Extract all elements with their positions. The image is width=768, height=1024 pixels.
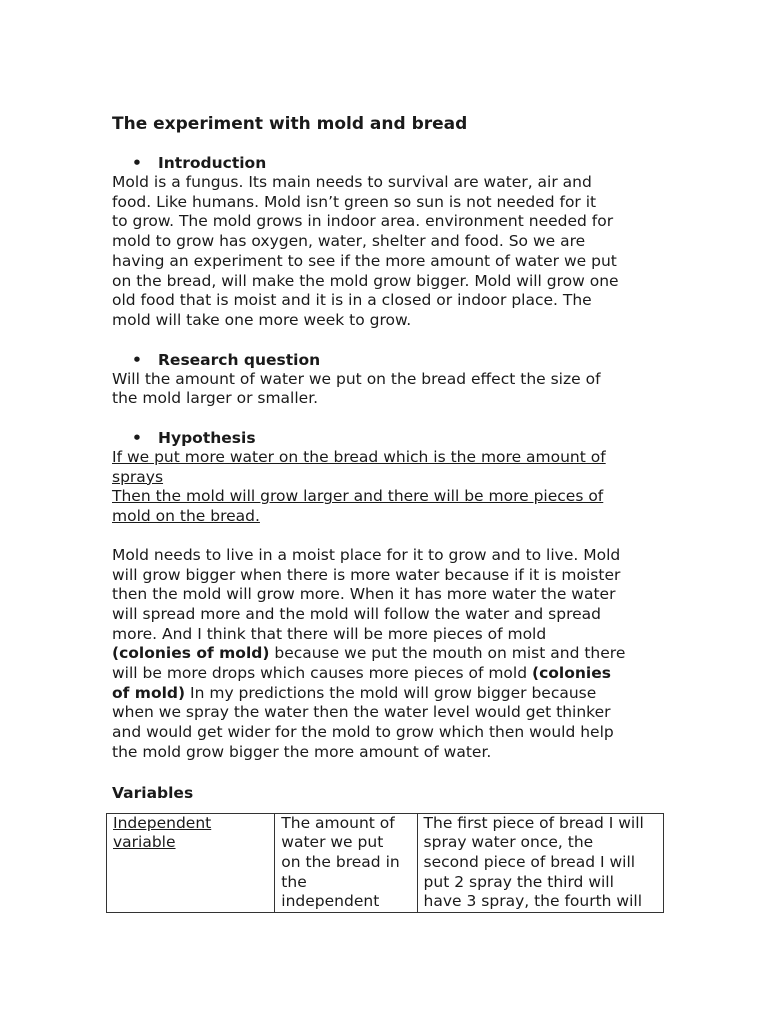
introduction-heading: • Introduction bbox=[132, 154, 267, 172]
research-question-paragraph: Will the amount of water we put on the bread effect the size of the mold larger or smaller. bbox=[112, 369, 601, 408]
explanation-paragraph: Mold needs to live in a moist place for it to grow and to live. Mold will grow bigger when there is more water because if it is moister then the mold will grow more. When it has more water the water will spread more and the mold will follow the water and spread more. And I think that there will be more pieces of mold (colonies of mold) because we put the mouth on mist and there will be more drops which causes more pieces of mold (colonies of mold) In my predictions the mold will grow bigger because when we spray the water then the water level would get thinker and would get wider for the mold to grow which then would help the mold grow bigger the more amount of water. bbox=[112, 545, 626, 761]
bullet-icon: • bbox=[132, 154, 142, 172]
hypothesis-heading: • Hypothesis bbox=[132, 429, 256, 448]
document-title: The experiment with mold and bread bbox=[112, 114, 468, 134]
variables-table bbox=[106, 813, 664, 914]
table-cell: Independent variable bbox=[107, 813, 275, 913]
table-cell: The first piece of bread I will spray water once, the second piece of bread I will put 2 spray the third will have 3 spray, the fourth will bbox=[417, 813, 663, 913]
bullet-icon: • bbox=[132, 429, 142, 448]
table-cell: The amount of water we put on the bread in the independent bbox=[275, 813, 417, 913]
hypothesis-paragraph: If we put more water on the bread which is the more amount of sprays Then the mold will grow larger and there will be more pieces of mold on the bread. bbox=[112, 448, 606, 526]
research-question-heading: • Research question bbox=[132, 350, 321, 369]
variables-heading: Variables bbox=[112, 783, 194, 802]
table-row bbox=[107, 813, 664, 913]
introduction-paragraph: Mold is a fungus. Its main needs to survival are water, air and food. Like humans. Mold isn’t green so sun is not needed for it to grow. The mold grows in indoor area. environment needed for mold to grow has oxygen, water, shelter and food. So we are having an experiment to see if the more amount of water we put on the bread, will make the mold grow bigger. Mold will grow one old food that is moist and it is in a closed or indoor place. The mold will take one more week to grow. bbox=[112, 173, 619, 329]
document-page bbox=[112, 112, 668, 913]
bullet-icon: • bbox=[132, 350, 142, 369]
